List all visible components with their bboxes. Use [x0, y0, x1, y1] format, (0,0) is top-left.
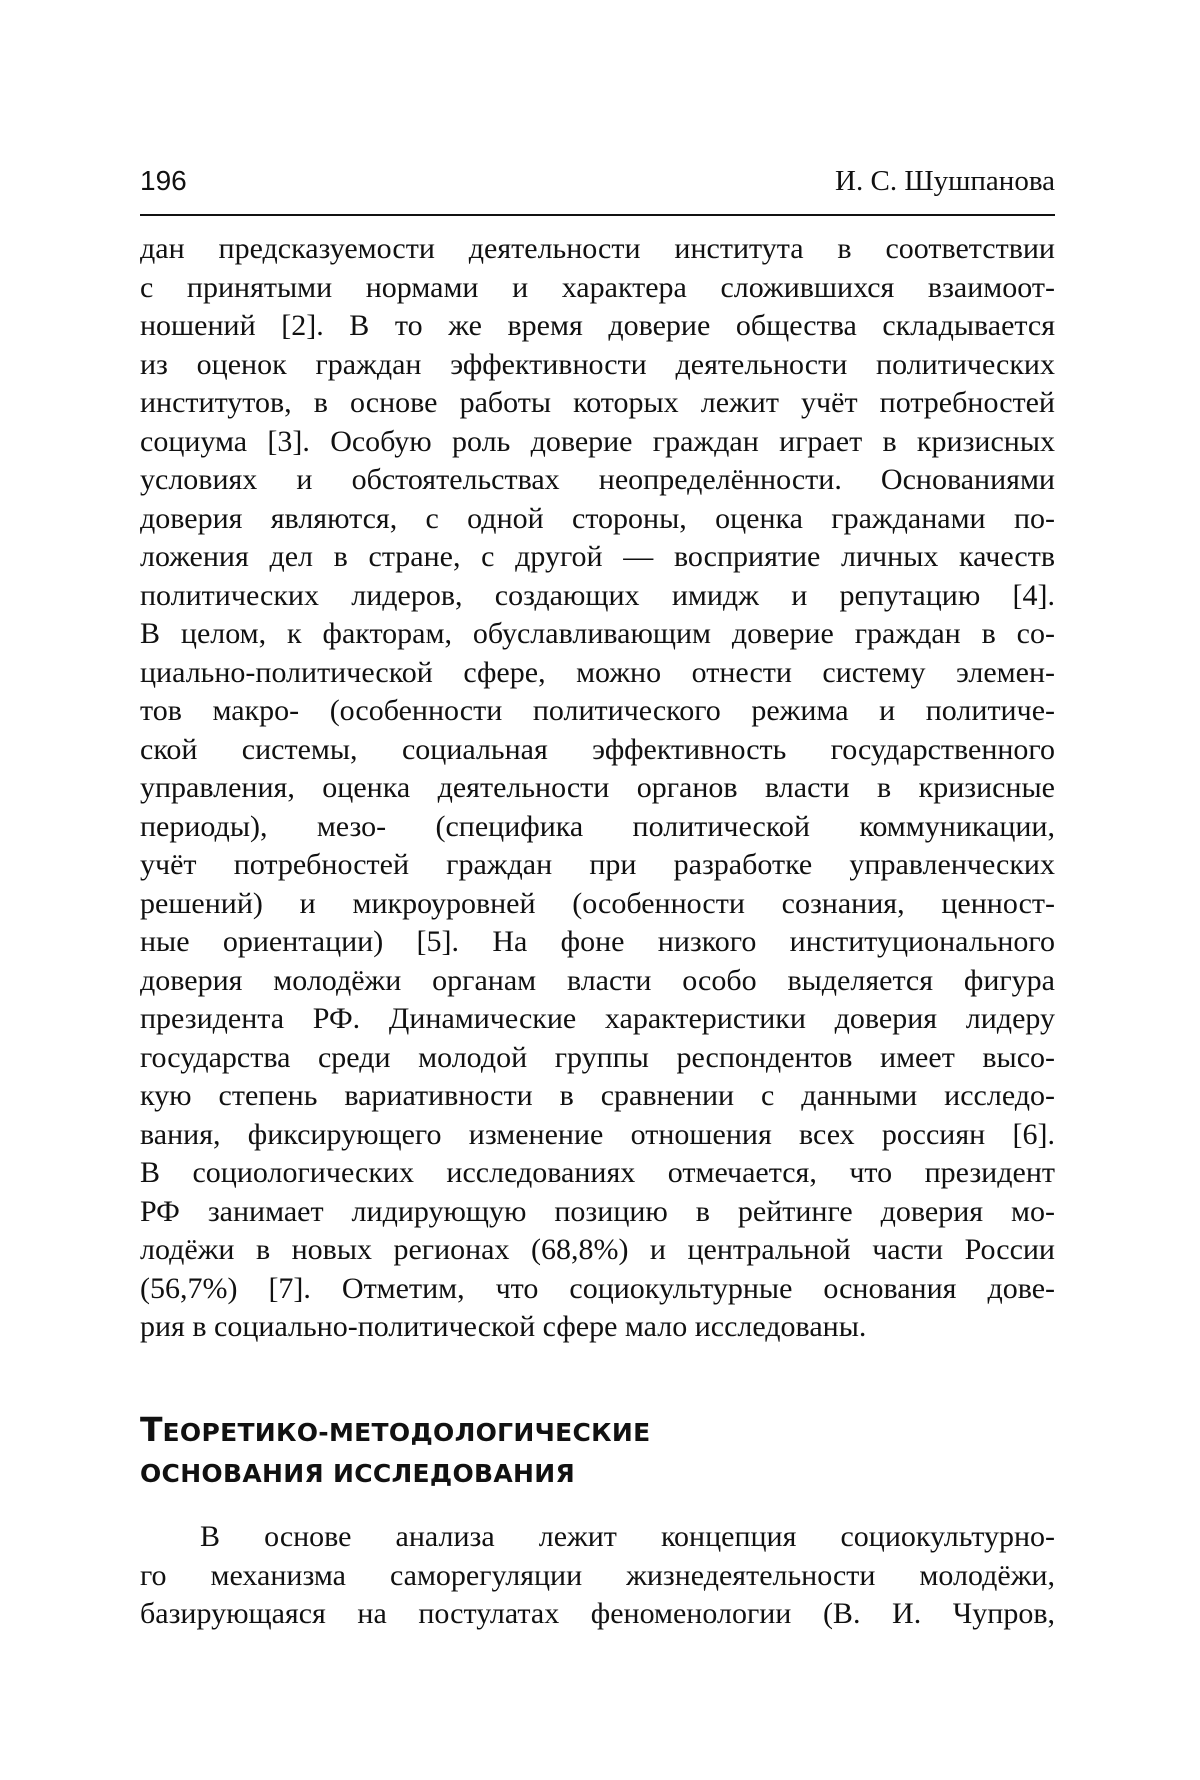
text-line: дан предсказуемости деятельности института в соответствии	[140, 232, 1055, 265]
text-line: президента РФ. Динамические характеристики доверия лидеру	[140, 1002, 1055, 1035]
paragraph-2	[140, 1518, 1055, 1634]
text-line: РФ занимает лидирующую позицию в рейтинге доверия мо-	[140, 1194, 1055, 1228]
section-heading	[140, 1408, 1055, 1496]
running-head-author: И. С. Шушпанова	[835, 165, 1055, 197]
section-heading-line-2: ОСНОВАНИЯ ИССЛЕДОВАНИЯ	[140, 1459, 576, 1488]
text-line: В социологических исследованиях отмечается, что президент	[140, 1156, 1055, 1189]
text-line: циально-политической сфере, можно отнести систему элемен-	[140, 655, 1055, 689]
text-line: решений) и микроуровней (особенности сознания, ценност-	[140, 886, 1055, 920]
text-line: базирующаяся на постулатах феноменологии (В. И. Чупров,	[140, 1597, 1055, 1630]
text-line: доверия являются, с одной стороны, оценка гражданами по-	[140, 501, 1055, 535]
text-line: ные ориентации) [5]. На фоне низкого институционального	[140, 925, 1055, 958]
text-line: условиях и обстоятельствах неопределённости. Основаниями	[140, 463, 1055, 496]
text-line: учёт потребностей граждан при разработке управленческих	[140, 848, 1055, 881]
page-number: 196	[140, 165, 187, 196]
text-line: В основе анализа лежит концепция социокультурно-	[200, 1520, 1055, 1553]
text-line: социума [3]. Особую роль доверие граждан играет в кризисных	[140, 424, 1055, 458]
text-line: институтов, в основе работы которых лежит учёт потребностей	[140, 386, 1055, 419]
running-head	[140, 165, 1055, 205]
text-line: государства среди молодой группы респондентов имеет высо-	[140, 1040, 1055, 1074]
text-line: тов макро- (особенности политического режима и политиче-	[140, 694, 1055, 727]
text-line: вания, фиксирующего изменение отношения всех россиян [6].	[140, 1117, 1055, 1151]
text-line: рия в социально-политической сфере мало исследованы.	[140, 1310, 867, 1343]
text-line: го механизма саморегуляции жизнедеятельности молодёжи,	[140, 1558, 1055, 1592]
text-line: кую степень вариативности в сравнении с данными исследо-	[140, 1079, 1055, 1112]
text-line: ношений [2]. В то же время доверие общества складывается	[140, 309, 1055, 342]
text-line: доверия молодёжи органам власти особо выделяется фигура	[140, 963, 1055, 997]
paragraph-1	[140, 230, 1055, 1347]
section-heading-initial: Т	[140, 1410, 163, 1449]
text-line: ложения дел в стране, с другой — восприятие личных качеств	[140, 540, 1055, 573]
text-line: политических лидеров, создающих имидж и репутацию [4].	[140, 578, 1055, 612]
section-heading-line-1	[140, 1408, 1055, 1452]
text-line: из оценок граждан эффективности деятельности политических	[140, 347, 1055, 381]
text-line: (56,7%) [7]. Отметим, что социокультурные основания дове-	[140, 1271, 1055, 1305]
text-line: с принятыми нормами и характера сложившихся взаимоот-	[140, 270, 1055, 304]
text-line: управления, оценка деятельности органов власти в кризисные	[140, 771, 1055, 804]
text-line: ской системы, социальная эффективность государственного	[140, 732, 1055, 766]
text-line: лодёжи в новых регионах (68,8%) и центральной части России	[140, 1233, 1055, 1266]
header-rule	[140, 214, 1055, 216]
text-line: В целом, к факторам, обуславливающим доверие граждан в со-	[140, 617, 1055, 650]
text-line: периоды), мезо- (специфика политической коммуникации,	[140, 809, 1055, 843]
section-heading-rest: ЕОРЕТИКО-МЕТОДОЛОГИЧЕСКИЕ	[162, 1418, 651, 1447]
